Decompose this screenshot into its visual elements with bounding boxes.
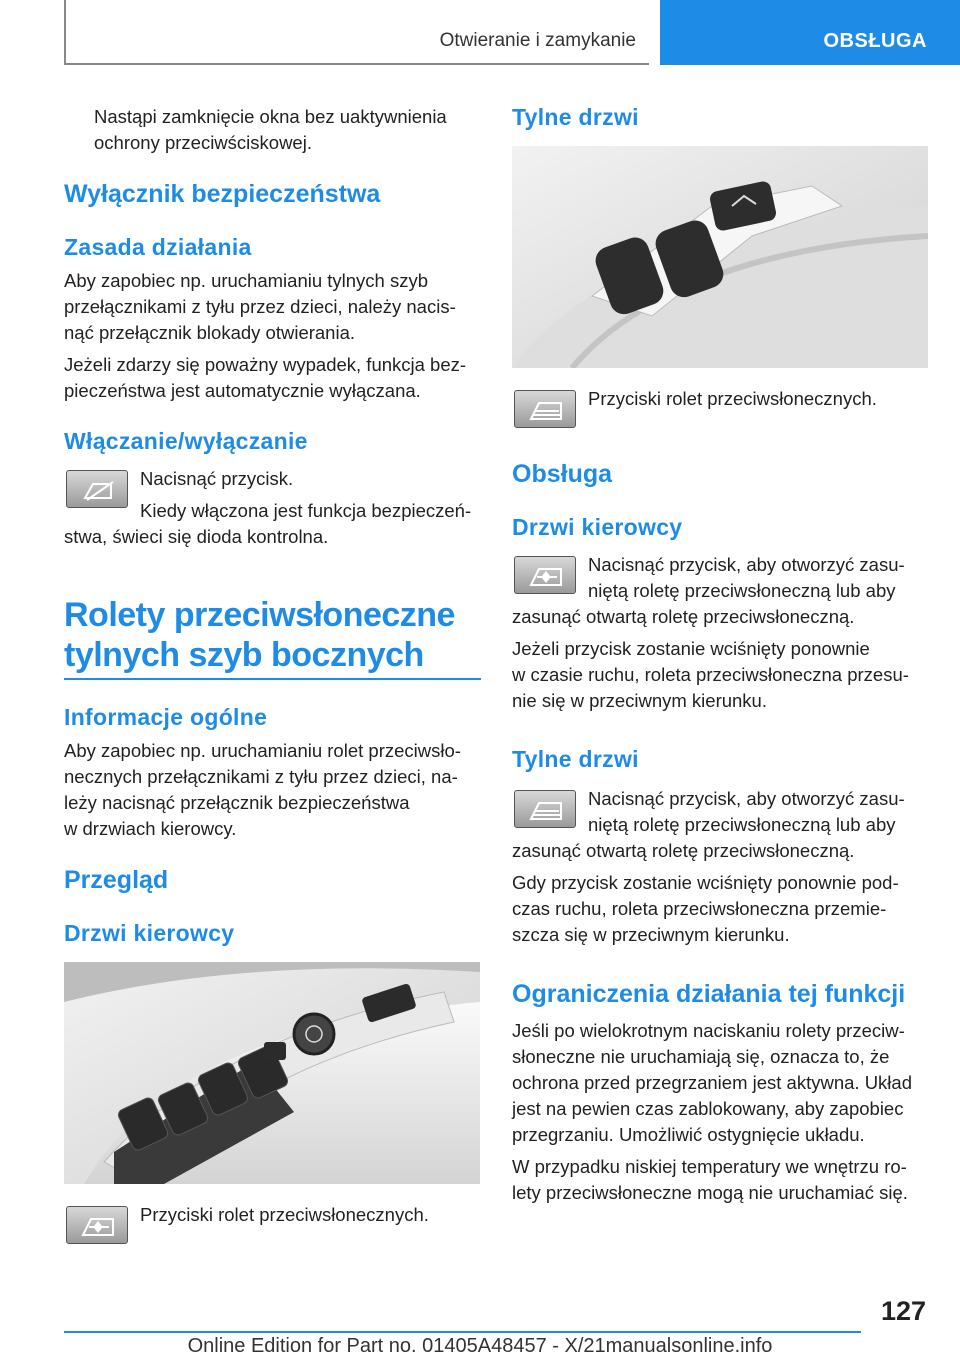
caption-driver-door: Przyciski rolet przeciwsłonecznych.	[140, 1204, 429, 1225]
header-section-title: Otwieranie i zamykanie	[439, 30, 636, 51]
heading-general-info: Informacje ogólne	[64, 704, 268, 730]
rear-op-line-4: Gdy przycisk zostanie wciśnięty ponownie pod-	[512, 872, 899, 893]
driver-op-line-3: zasunąć otwartą roletę przeciwsłoneczną.	[512, 606, 855, 627]
heading-function-limits: Ograniczenia działania tej funkcji	[512, 980, 906, 1008]
rear-op-line-3: zasunąć otwartą roletę przeciwsłoneczną.	[512, 840, 855, 861]
chapter-title-line-2: tylnych szyb bocznych	[64, 636, 424, 674]
driver-op-line-6: nie się w przeciwnym kierunku.	[512, 690, 767, 711]
footer-edition-text: Online Edition for Part no. 01405A48457 - X/21	[187, 1335, 606, 1357]
heading-on-off: Włączanie/wyłączanie	[64, 428, 308, 454]
general-line-4: w drzwiach kierowcy.	[64, 818, 237, 839]
heading-rear-doors-operation: Tylne drzwi	[512, 746, 639, 772]
driver-op-line-1: Nacisnąć przycisk, aby otworzyć zasu-	[588, 554, 905, 575]
rear-op-line-6: szcza się w przeciwnym kierunku.	[512, 924, 790, 945]
sunblind-button-icon-rear	[514, 390, 576, 428]
heading-rear-doors: Tylne drzwi	[512, 104, 639, 130]
general-line-1: Aby zapobiec np. uruchamianiu rolet przeciwsło-	[64, 740, 461, 761]
footer-rule	[64, 1331, 861, 1333]
limits-line-5: przegrzaniu. Umożliwić ostygnięcie układu.	[512, 1124, 865, 1145]
rear-op-line-1: Nacisnąć przycisk, aby otworzyć zasu-	[588, 788, 905, 809]
onoff-line-1: Kiedy włączona jest funkcja bezpieczeń-	[140, 500, 472, 521]
principle-line-2: przełącznikami z tyłu przez dzieci, należy nacis-	[64, 296, 456, 317]
sunblind-button-icon-rear-operation	[514, 790, 576, 828]
sunblind-button-icon-driver-operation	[514, 556, 576, 594]
principle-line-5: pieczeństwa jest automatycznie wyłączana.	[64, 380, 421, 401]
footer-watermark: manualsonline.info	[605, 1335, 773, 1357]
limits-line-4: jest na pewien czas zablokowany, aby zapobiec	[512, 1098, 904, 1119]
principle-line-4: Jeżeli zdarzy się poważny wypadek, funkcja bez-	[64, 354, 467, 375]
general-line-2: necznych przełącznikami z tyłu przez dzieci, na-	[64, 766, 458, 787]
sunblind-button-icon-driver	[66, 1206, 128, 1244]
intro-line-2: ochrony przeciwściskowej.	[94, 132, 312, 153]
header-divider	[64, 0, 66, 64]
general-line-3: leży nacisnąć przełącznik bezpieczeństwa	[64, 792, 410, 813]
heading-driver-door: Drzwi kierowcy	[64, 920, 235, 946]
limits-line-6: W przypadku niskiej temperatury we wnętrzu ro-	[512, 1156, 907, 1177]
heading-operation: Obsługa	[512, 460, 613, 488]
rear-door-switches-photo	[512, 146, 928, 368]
principle-line-1: Aby zapobiec np. uruchamianiu tylnych szyb	[64, 270, 429, 291]
driver-op-line-5: w czasie ruchu, roleta przeciwsłoneczna przesu-	[512, 664, 909, 685]
driver-door-switches-photo	[64, 962, 480, 1184]
header-chapter-tab[interactable]	[660, 0, 960, 65]
page-number: 127	[880, 1296, 926, 1326]
window-lock-button-icon	[66, 470, 128, 508]
chapter-title-rule	[64, 678, 481, 680]
header-chapter-tab-label: OBSŁUGA	[823, 30, 927, 52]
intro-line-1: Nastąpi zamknięcie okna bez uaktywnienia	[94, 106, 447, 127]
principle-line-3: nąć przełącznik blokady otwierania.	[64, 322, 356, 343]
heading-safety-switch: Wyłącznik bezpieczeństwa	[64, 180, 381, 208]
header-underline	[64, 63, 649, 65]
chapter-title-line-1: Rolety przeciwsłoneczne	[64, 596, 455, 634]
driver-op-line-4: Jeżeli przycisk zostanie wciśnięty ponownie	[512, 638, 870, 659]
limits-line-1: Jeśli po wielokrotnym naciskaniu rolety przeciw-	[512, 1020, 905, 1041]
limits-line-2: słoneczne nie uruchamiają się, oznacza to, że	[512, 1046, 890, 1067]
heading-overview: Przegląd	[64, 866, 169, 894]
limits-line-7: lety przeciwsłoneczne mogą nie uruchamiać się.	[512, 1182, 908, 1203]
limits-line-3: ochrona przed przegrzaniem jest aktywna. Układ	[512, 1072, 912, 1093]
rear-op-line-2: niętą roletę przeciwsłoneczną lub aby	[588, 814, 896, 835]
footer-edition	[0, 1335, 960, 1358]
rear-op-line-5: czas ruchu, roleta przeciwsłoneczna przemie-	[512, 898, 887, 919]
onoff-instruction: Nacisnąć przycisk.	[140, 468, 294, 489]
heading-principle: Zasada działania	[64, 234, 252, 260]
caption-rear-doors: Przyciski rolet przeciwsłonecznych.	[588, 388, 877, 409]
driver-op-line-2: niętą roletę przeciwsłoneczną lub aby	[588, 580, 896, 601]
heading-driver-door-operation: Drzwi kierowcy	[512, 514, 683, 540]
onoff-line-2: stwa, świeci się dioda kontrolna.	[64, 526, 329, 547]
